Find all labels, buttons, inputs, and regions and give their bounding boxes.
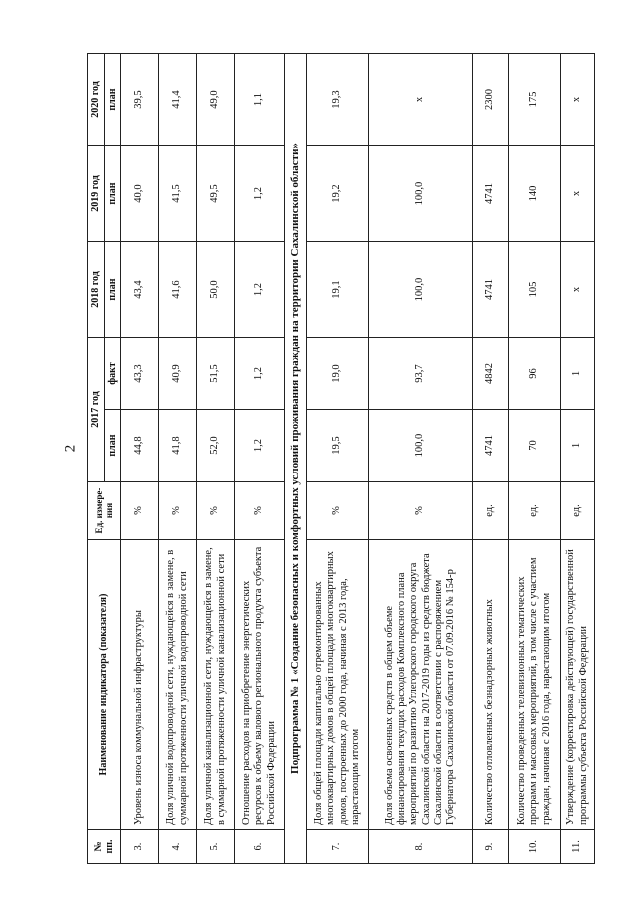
indicator-name: Доля общей площади капитально отремонтированных многоквартирных домов в общей площади многоквартирных домов, построенных до 2000 года, начиная с 2013 года, нарастающим итогом	[307, 540, 369, 830]
row-number: 6.	[235, 830, 285, 864]
header-2018: 2018 год	[88, 242, 105, 338]
unit: %	[121, 482, 159, 540]
indicator-name: Количество отловленных безнадзорных животных	[473, 540, 509, 830]
fact-2017: 51,5	[197, 338, 235, 410]
plan-2017: 1,2	[235, 410, 285, 482]
unit: %	[159, 482, 197, 540]
header-plan-2019: план	[104, 146, 121, 242]
table-row	[561, 54, 595, 864]
indicator-name: Уровень износа коммунальной инфраструктуры	[121, 540, 159, 830]
table-row	[121, 54, 159, 864]
unit: %	[235, 482, 285, 540]
unit: %	[197, 482, 235, 540]
unit: ед.	[561, 482, 595, 540]
plan-2018: 19,1	[307, 242, 369, 338]
indicator-name: Доля уличной водопроводной сети, нуждающейся в замене, в суммарной протяженности уличной водопроводной сети	[159, 540, 197, 830]
row-number: 9.	[473, 830, 509, 864]
unit: ед.	[509, 482, 561, 540]
plan-2018: 50,0	[197, 242, 235, 338]
header-plan-2020: план	[104, 54, 121, 146]
plan-2017: 19,5	[307, 410, 369, 482]
plan-2018: 100,0	[369, 242, 473, 338]
unit: ед.	[473, 482, 509, 540]
header-plan-2018: план	[104, 242, 121, 338]
plan-2020: 2300	[473, 54, 509, 146]
fact-2017: 19,0	[307, 338, 369, 410]
fact-2017: 1	[561, 338, 595, 410]
plan-2020: 39,5	[121, 54, 159, 146]
page-number: 2	[62, 444, 79, 453]
fact-2017: 43,3	[121, 338, 159, 410]
plan-2020: 49,0	[197, 54, 235, 146]
header-2020: 2020 год	[88, 54, 105, 146]
row-number: 11.	[561, 830, 595, 864]
unit: %	[307, 482, 369, 540]
plan-2018: х	[561, 242, 595, 338]
plan-2017: 4741	[473, 410, 509, 482]
plan-2019: 100,0	[369, 146, 473, 242]
plan-2017: 44,8	[121, 410, 159, 482]
plan-2019: х	[561, 146, 595, 242]
table-row	[473, 54, 509, 864]
rotated-table-container	[87, 54, 589, 864]
header-2019: 2019 год	[88, 146, 105, 242]
plan-2019: 4741	[473, 146, 509, 242]
table-row	[235, 54, 285, 864]
plan-2018: 105	[509, 242, 561, 338]
header-2017: 2017 год	[88, 338, 105, 482]
plan-2020: 1,1	[235, 54, 285, 146]
plan-2019: 49,5	[197, 146, 235, 242]
indicator-name: Утверждение (корректировка действующей) государственной программы субъекта Российской Федерации	[561, 540, 595, 830]
plan-2019: 41,5	[159, 146, 197, 242]
plan-2018: 43,4	[121, 242, 159, 338]
header-plan-2017: план	[104, 410, 121, 482]
row-number: 7.	[307, 830, 369, 864]
plan-2018: 41,6	[159, 242, 197, 338]
indicator-name: Доля уличной канализационной сети, нуждающейся в замене, в суммарной протяженности уличной канализационной сети	[197, 540, 235, 830]
plan-2019: 140	[509, 146, 561, 242]
plan-2017: 100,0	[369, 410, 473, 482]
header-unit: Ед. измере-ния	[88, 482, 121, 540]
subprogram-title: Подпрограмма № 1 «Создание безопасных и комфортных условий проживания граждан на территории Сахалинской области»	[285, 54, 307, 864]
plan-2017: 52,0	[197, 410, 235, 482]
row-number: 8.	[369, 830, 473, 864]
fact-2017: 4842	[473, 338, 509, 410]
indicator-name: Доля объема освоенных средств в общем объеме финансирования текущих расходов Комплексного плана мероприятий по развитию Углегорского городского округа Сахалинской области на 2017-2019 годы из средств бюджета Сахалинской области в соответствии с распоряжением Губернатора Сахалинской области от 07.09.2016 № 154-р	[369, 540, 473, 830]
table-row	[509, 54, 561, 864]
plan-2019: 40,0	[121, 146, 159, 242]
header-num: № пп.	[88, 830, 121, 864]
plan-2020: х	[369, 54, 473, 146]
header-name: Наименование индикатора (показателя)	[88, 540, 121, 830]
fact-2017: 96	[509, 338, 561, 410]
header-fact-2017: факт	[104, 338, 121, 410]
table-row	[369, 54, 473, 864]
plan-2018: 4741	[473, 242, 509, 338]
row-number: 3.	[121, 830, 159, 864]
plan-2020: х	[561, 54, 595, 146]
plan-2019: 1,2	[235, 146, 285, 242]
plan-2020: 175	[509, 54, 561, 146]
fact-2017: 1,2	[235, 338, 285, 410]
plan-2018: 1,2	[235, 242, 285, 338]
plan-2017: 70	[509, 410, 561, 482]
indicator-name: Отношение расходов на приобретение энергетических ресурсов к объему валового регионального продукта субъекта Российской Федерации	[235, 540, 285, 830]
indicator-name: Количество проведенных телевизионных тематических программ и массовых мероприятий, в том числе с участием граждан, начиная с 2016 года, нарастающим итогом	[509, 540, 561, 830]
row-number: 10.	[509, 830, 561, 864]
plan-2020: 41,4	[159, 54, 197, 146]
plan-2019: 19,2	[307, 146, 369, 242]
fact-2017: 40,9	[159, 338, 197, 410]
indicators-table	[87, 53, 595, 864]
row-number: 5.	[197, 830, 235, 864]
unit: %	[369, 482, 473, 540]
table-row	[159, 54, 197, 864]
row-number: 4.	[159, 830, 197, 864]
plan-2020: 19,3	[307, 54, 369, 146]
fact-2017: 93,7	[369, 338, 473, 410]
plan-2017: 1	[561, 410, 595, 482]
table-row	[197, 54, 235, 864]
plan-2017: 41,8	[159, 410, 197, 482]
table-row	[307, 54, 369, 864]
